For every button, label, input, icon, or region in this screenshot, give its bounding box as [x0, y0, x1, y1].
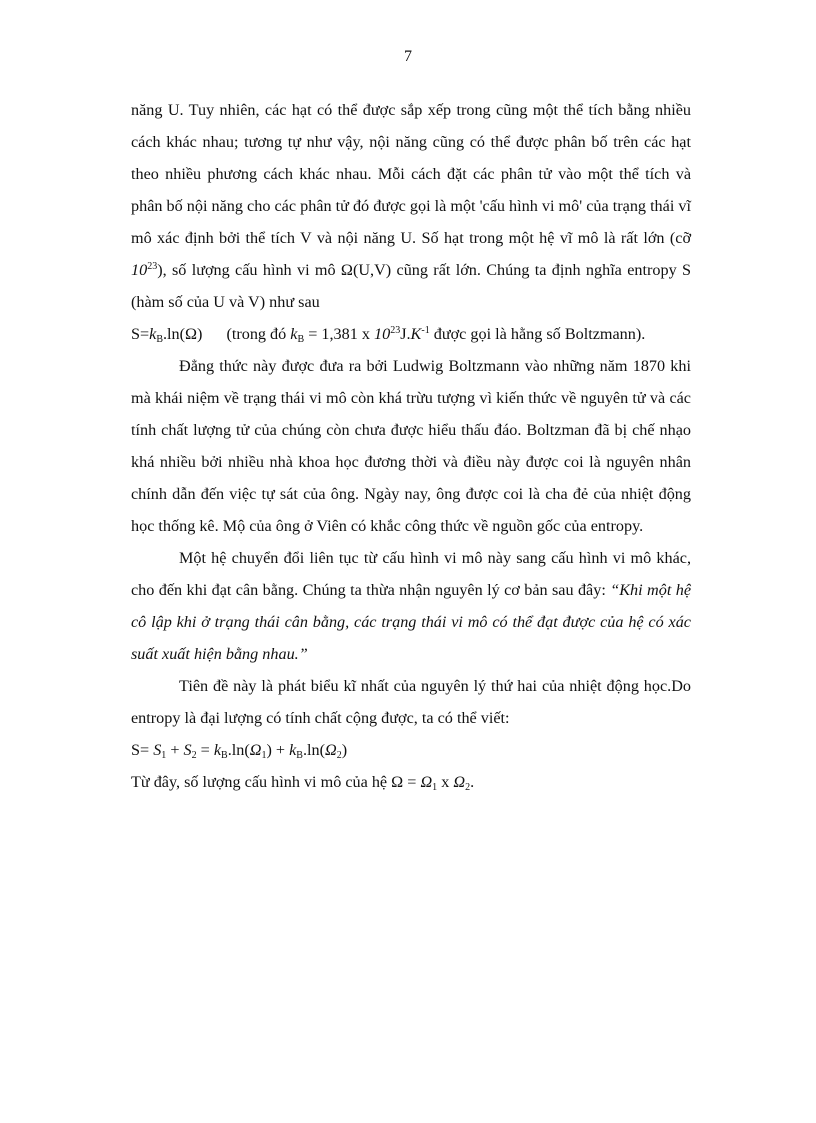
final-omega1: Ω [420, 773, 433, 791]
note-k: k [290, 325, 298, 343]
f2-omega2: Ω [324, 741, 337, 759]
f2-s: S= [131, 741, 154, 759]
formula-k: k [149, 325, 157, 343]
note-value: = 1,381 x [304, 325, 374, 343]
formula-ln: .ln(Ω) [163, 325, 203, 343]
f2-plus: + [166, 741, 184, 759]
power-base: 10 [131, 261, 148, 279]
principle-quote: “Khi một hệ cô lập khi ở trạng thái cân bằng, các trạng thái vi mô có thể đạt được của hệ có xác suất xuất hiện bằng nhau.” [131, 581, 691, 663]
f2-s2-sub: 2 [191, 750, 197, 761]
note-unit-k: K [410, 325, 422, 343]
paragraph-1 [131, 94, 691, 318]
f2-k1-sub: B [221, 750, 228, 761]
f2-s1: S [153, 741, 162, 759]
document-body [131, 94, 691, 798]
f2-omega1-sub: 1 [261, 750, 267, 761]
f2-k2-sub: B [296, 750, 303, 761]
f2-ln2-open: .ln( [302, 741, 325, 759]
f2-s1-sub: 1 [161, 750, 167, 761]
f2-ln1-close: ) + [266, 741, 290, 759]
paragraph-2: Đẳng thức này được đưa ra bởi Ludwig Boltzmann vào những năm 1870 khi mà khái niệm về trạng thái vi mô còn khá trừu tượng vì kiến thức về nguyên tử và các tính chất lượng tử của chúng còn chưa được hiểu thấu đáo. Boltzman đã bị chế nhạo khá nhiều bởi nhiều nhà khoa học đương thời và điều này được coi là nguyên nhân chính dẫn đến việc tự sát của ông. Ngày nay, ông được coi là cha đẻ của nhiệt động học thống kê. Mộ của ông ở Viên có khắc công thức về nguồn gốc của entropy. [131, 357, 691, 535]
paragraph-3-text: Một hệ chuyển đổi liên tục từ cấu hình vi mô này sang cấu hình vi mô khác, cho đến khi đạt cân bằng. Chúng ta thừa nhận nguyên lý cơ bản sau đây: [131, 549, 691, 599]
formula-s: S= [131, 325, 150, 343]
paragraph-3 [131, 542, 691, 670]
note-tail: được gọi là hằng số Boltzmann). [429, 325, 646, 343]
final-omega2: Ω [453, 773, 466, 791]
paragraph-4: Tiên đề này là phát biểu kĩ nhất của nguyên lý thứ hai của nhiệt động học.Do entropy là đại lượng có tính chất cộng được, ta có thể viết: [131, 677, 691, 727]
f2-k2: k [289, 741, 297, 759]
note-open: (trong đó [226, 325, 291, 343]
formula-k-sub: B [156, 334, 163, 345]
note-power-exp: 23 [390, 325, 401, 336]
final-times: x [437, 773, 454, 791]
f2-ln2-close: ) [341, 741, 348, 759]
f2-omega1: Ω [249, 741, 262, 759]
note-unit-exp: -1 [421, 325, 430, 336]
additivity-formula [131, 734, 691, 766]
power-exponent: 23 [147, 261, 158, 272]
paragraph-1-tail: ), số lượng cấu hình vi mô Ω(U,V) cũng rất lớn. Chúng ta định nghĩa entropy S (hàm số của U và V) như sau [131, 261, 691, 311]
paragraph-1-text: năng U. Tuy nhiên, các hạt có thể được sắp xếp trong cũng một thể tích bằng nhiều cách khác nhau; tương tự như vậy, nội năng cũng có thể được phân bố trên các hạt theo nhiều phương cách khác nhau. Mỗi cách đặt các phân tử vào một thể tích và phân bố nội năng cho các phân tử đó được gọi là một 'cấu hình vi mô' của trạng thái vĩ mô xác định bởi thể tích V và nội năng U. Số hạt trong một hệ vĩ mô là rất lớn (cỡ [131, 101, 691, 247]
note-power-base: 10 [374, 325, 391, 343]
final-statement [131, 766, 691, 798]
page-number: 7 [404, 48, 412, 65]
f2-omega2-sub: 2 [336, 750, 342, 761]
final-period: . [470, 773, 475, 791]
note-unit-j: J. [400, 325, 411, 343]
final-text: Từ đây, số lượng cấu hình vi mô của hệ Ω = [131, 773, 421, 791]
f2-ln1-open: .ln( [227, 741, 250, 759]
final-omega1-sub: 1 [432, 782, 438, 793]
note-k-sub: B [297, 334, 305, 345]
f2-s2: S [183, 741, 192, 759]
f2-k1: k [213, 741, 222, 759]
final-omega2-sub: 2 [465, 782, 471, 793]
f2-eq: = [196, 741, 214, 759]
boltzmann-formula [131, 318, 691, 350]
